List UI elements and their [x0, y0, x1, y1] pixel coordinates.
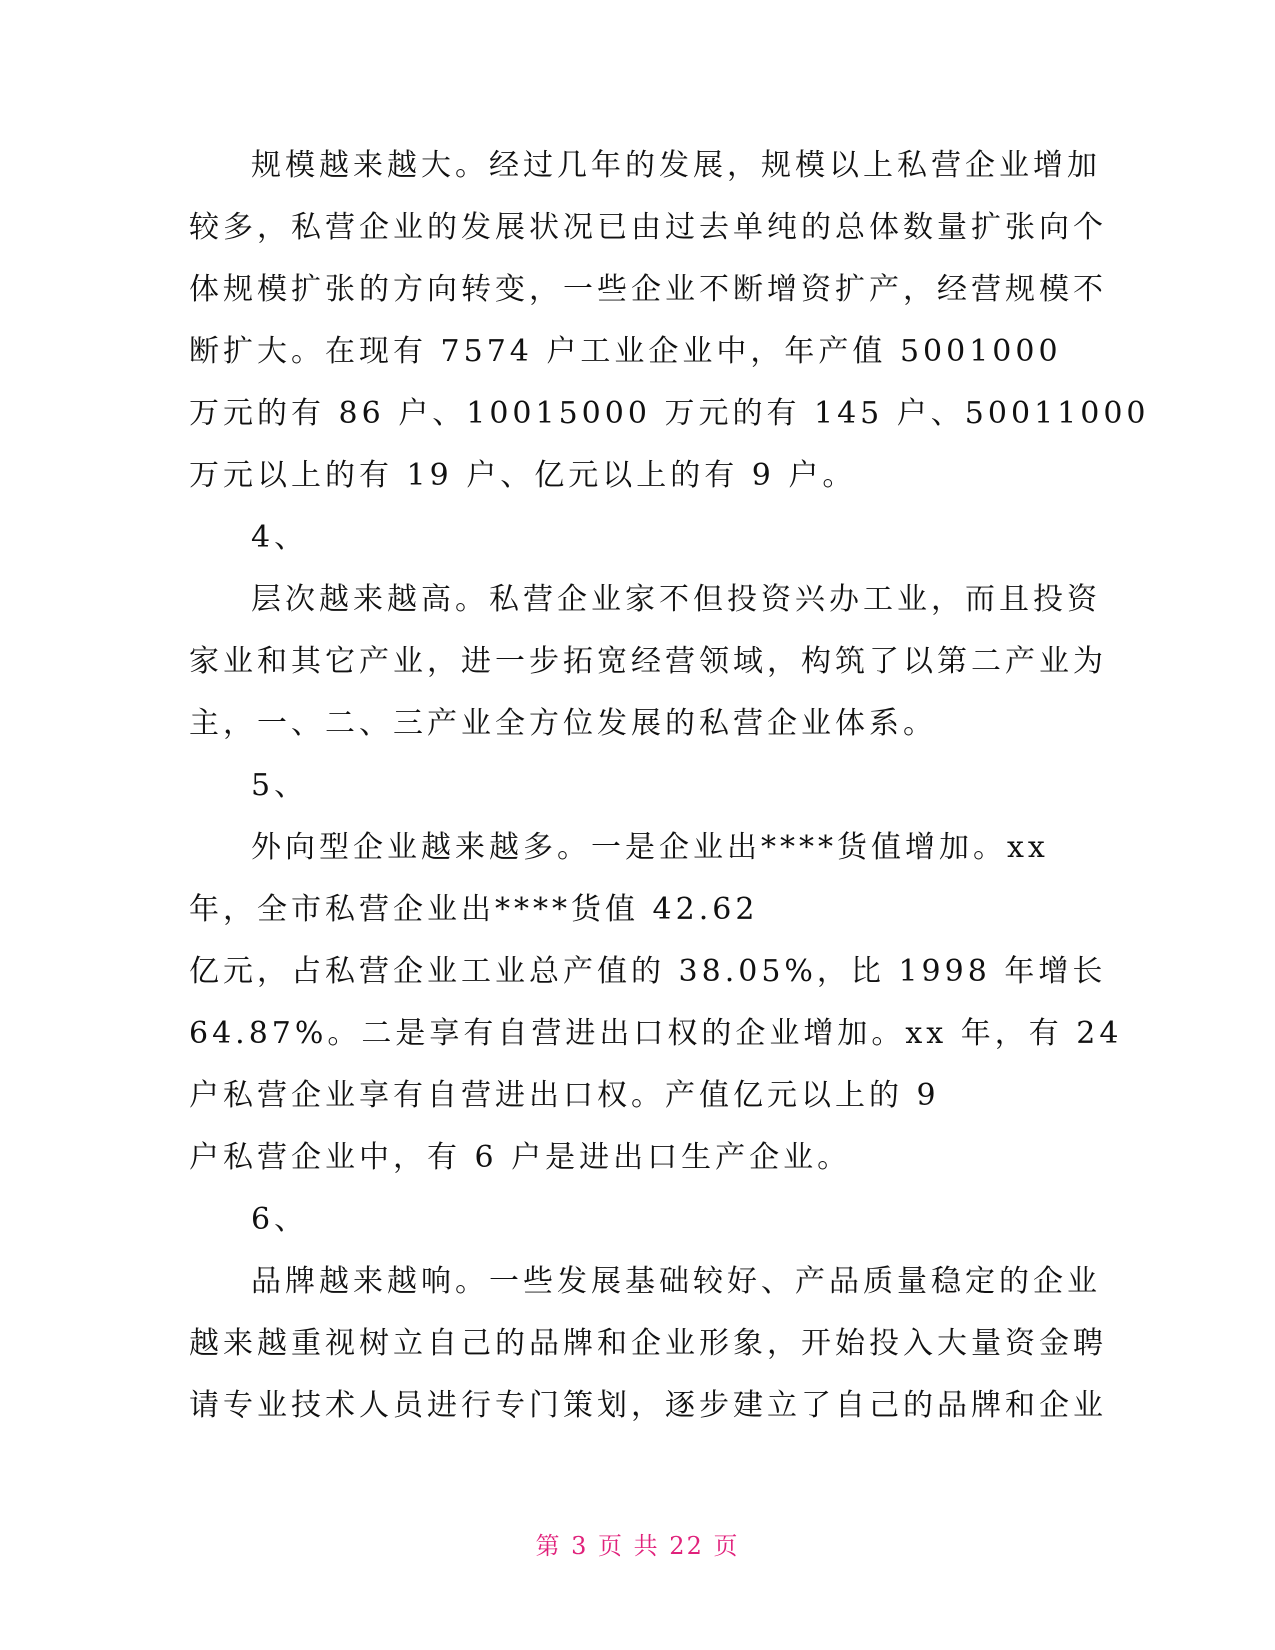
text-line-20: 越来越重视树立自己的品牌和企业形象，开始投入大量资金聘	[189, 1326, 1107, 1361]
text-line-3: 体规模扩张的方向转变，一些企业不断增资扩产，经营规模不	[189, 272, 1107, 307]
text-line-16: 户私营企业享有自营进出口权。产值亿元以上的 9	[189, 1078, 940, 1113]
text-line-1: 规模越来越大。经过几年的发展，规模以上私营企业增加	[251, 148, 1101, 183]
section-number-6: 6、	[251, 1202, 309, 1237]
text-line-2: 较多，私营企业的发展状况已由过去单纯的总体数量扩张向个	[189, 210, 1107, 245]
page-footer: 第 3 页 共 22 页	[535, 1532, 740, 1560]
text-line-10: 主，一、二、三产业全方位发展的私营企业体系。	[189, 706, 937, 741]
text-line-15: 64.87%。二是享有自营进出口权的企业增加。xx 年，有 24	[189, 1016, 1123, 1051]
text-line-8: 层次越来越高。私营企业家不但投资兴办工业，而且投资	[251, 582, 1101, 617]
text-line-5: 万元的有 86 户、10015000 万元的有 145 户、50011000	[189, 396, 1150, 431]
text-line-13: 年，全市私营企业出****货值 42.62	[189, 892, 759, 927]
text-line-14: 亿元，占私营企业工业总产值的 38.05%，比 1998 年增长	[189, 954, 1107, 989]
section-number-4: 4、	[251, 520, 309, 555]
text-line-6: 万元以上的有 19 户、亿元以上的有 9 户。	[189, 458, 857, 493]
text-line-19: 品牌越来越响。一些发展基础较好、产品质量稳定的企业	[251, 1264, 1101, 1299]
text-line-9: 家业和其它产业，进一步拓宽经营领域，构筑了以第二产业为	[189, 644, 1107, 679]
text-line-21: 请专业技术人员进行专门策划，逐步建立了自己的品牌和企业	[189, 1388, 1107, 1423]
text-line-4: 断扩大。在现有 7574 户工业企业中，年产值 5001000	[189, 334, 1062, 369]
section-number-5: 5、	[251, 768, 309, 803]
text-line-17: 户私营企业中，有 6 户是进出口生产企业。	[189, 1140, 852, 1175]
text-line-12: 外向型企业越来越多。一是企业出****货值增加。xx	[251, 830, 1049, 865]
